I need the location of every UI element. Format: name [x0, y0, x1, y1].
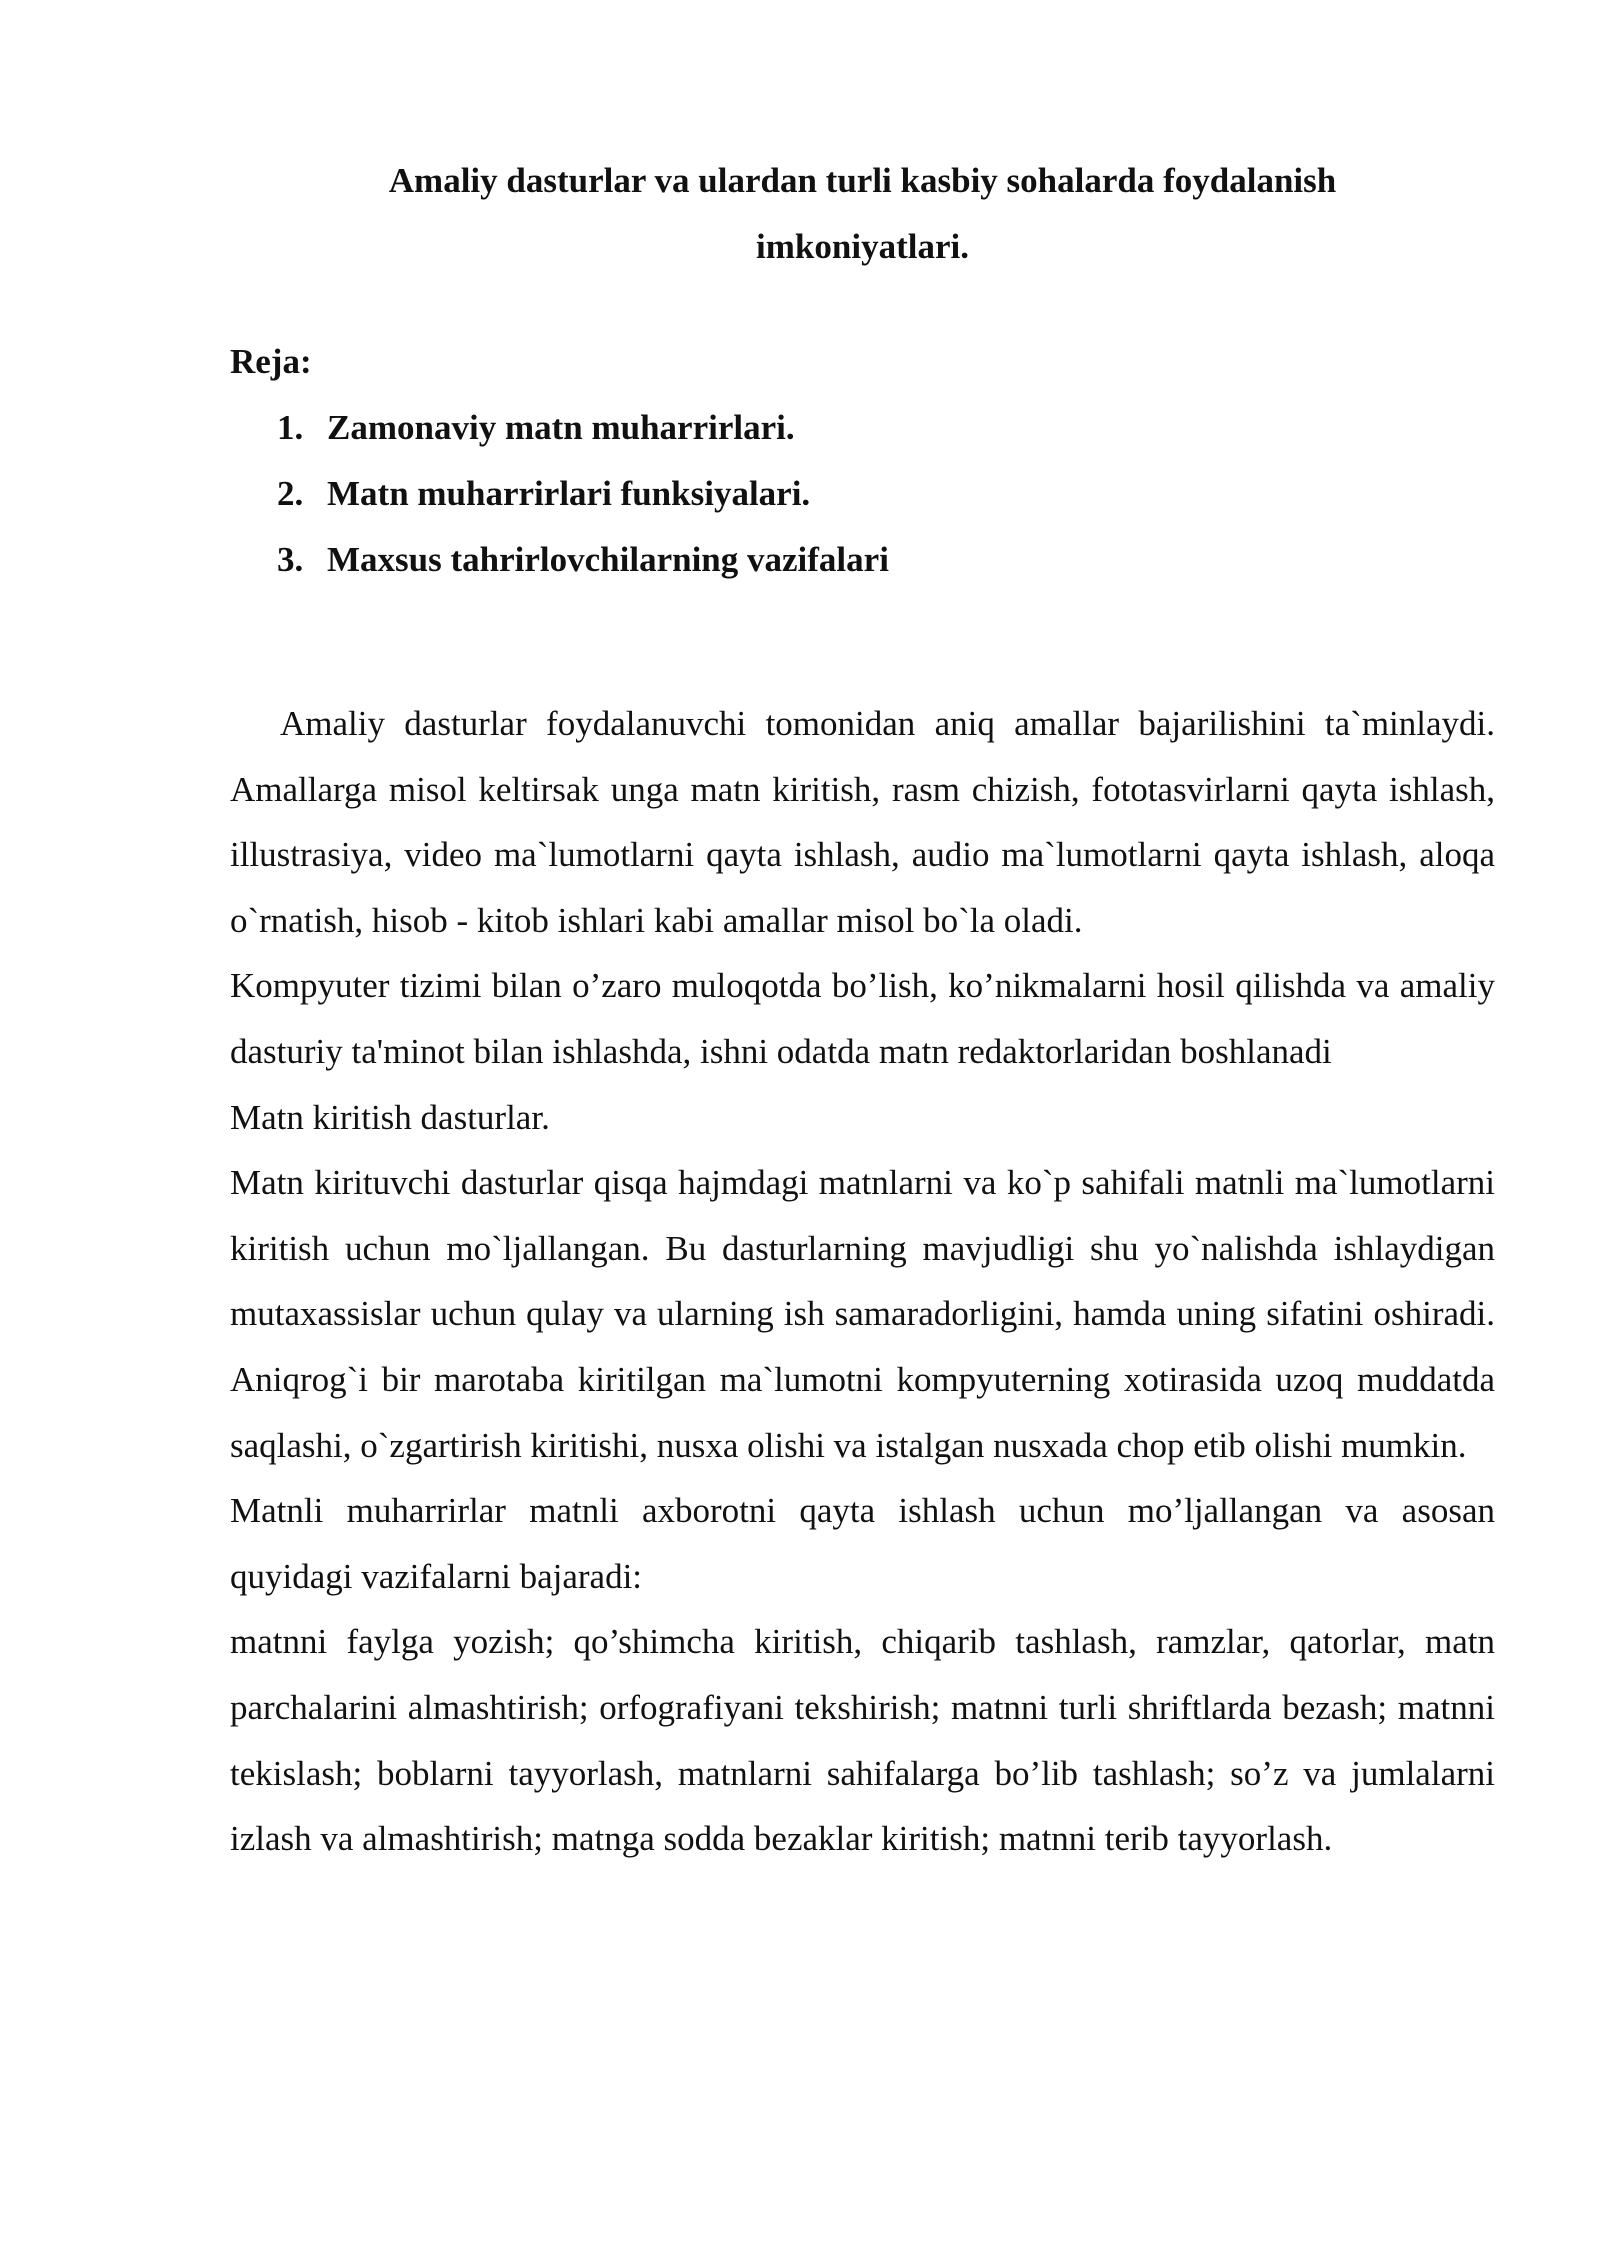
- plan-item-text: Maxsus tahrirlovchilarning vazifalari: [327, 540, 889, 579]
- plan-item-text: Zamonaviy matn muharrirlari.: [327, 408, 795, 447]
- plan-item: [277, 461, 1495, 527]
- paragraph: Matn kirituvchi dasturlar qisqa hajmdagi matnlarni va ko`p sahifali matnli ma`lumotlarni kiritish uchun mo`ljallangan. Bu dasturlarning mavjudligi shu yo`nalishda ishlaydigan mutaxassislar uchun qulay va ularning ish samaradorligini, hamda uning sifatini oshiradi. Aniqrog`i bir marotaba kiritilgan ma`lumotni kompyuterning xotirasida uzoq muddatda saqlashi, o`zgartirish kiritishi, nusxa olishi va istalgan nusxada chop etib olishi mumkin.: [230, 1163, 1495, 1465]
- plan-item-text: Matn muharrirlari funksiyalari.: [327, 474, 811, 513]
- document-body: [230, 691, 1495, 1872]
- plan-item: [277, 527, 1495, 593]
- document-page: [230, 148, 1495, 1872]
- paragraph: Kompyuter tizimi bilan o’zaro muloqotda bo’lish, ko’nikmalarni hosil qilishda va amaliy dasturiy ta'minot bilan ishlashda, ishni odatda matn redaktorlaridan boshlanadi: [230, 966, 1495, 1071]
- paragraph: Matn kiritish dasturlar.: [230, 1097, 550, 1137]
- paragraph: matnni faylga yozish; qo’shimcha kiritish, chiqarib tashlash, ramzlar, qatorlar, matn parchalarini almashtirish; orfografiyani tekshirish; matnni turli shriftlarda bezash; matnni tekislash; boblarni tayyorlash, matnlarni sahifalarga bo’lib tashlash; so’z va jumlalarni izlash va almashtirish; matnga sodda bezaklar kiritish; matnni terib tayyorlash.: [230, 1622, 1495, 1859]
- title-line-2: imkoniyatlari.: [756, 227, 969, 266]
- paragraph: Matnli muharrirlar matnli axborotni qayta ishlash uchun mo’ljallangan va asosan quyidagi vazifalarni bajaradi:: [230, 1491, 1495, 1596]
- paragraph: Amaliy dasturlar foydalanuvchi tomonidan aniq amallar bajarilishini ta`minlaydi. Amallarga misol keltirsak unga matn kiritish, rasm chizish, fototasvirlarni qayta ishlash, illustrasiya, video ma`lumotlarni qayta ishlash, audio ma`lumotlarni qayta ishlash, aloqa o`rnatish, hisob - kitob ishlari kabi amallar misol bo`la oladi.: [230, 704, 1495, 940]
- title-line-1: Amaliy dasturlar va ulardan turli kasbiy sohalarda foydalanish: [388, 161, 1337, 200]
- plan-list: [230, 395, 1495, 593]
- plan-item-number: 1.: [277, 408, 304, 447]
- plan-item-number: 3.: [277, 540, 304, 579]
- document-title: [230, 148, 1495, 280]
- plan-heading: Reja:: [230, 342, 312, 381]
- plan-item: [277, 395, 1495, 461]
- plan-item-number: 2.: [277, 474, 304, 513]
